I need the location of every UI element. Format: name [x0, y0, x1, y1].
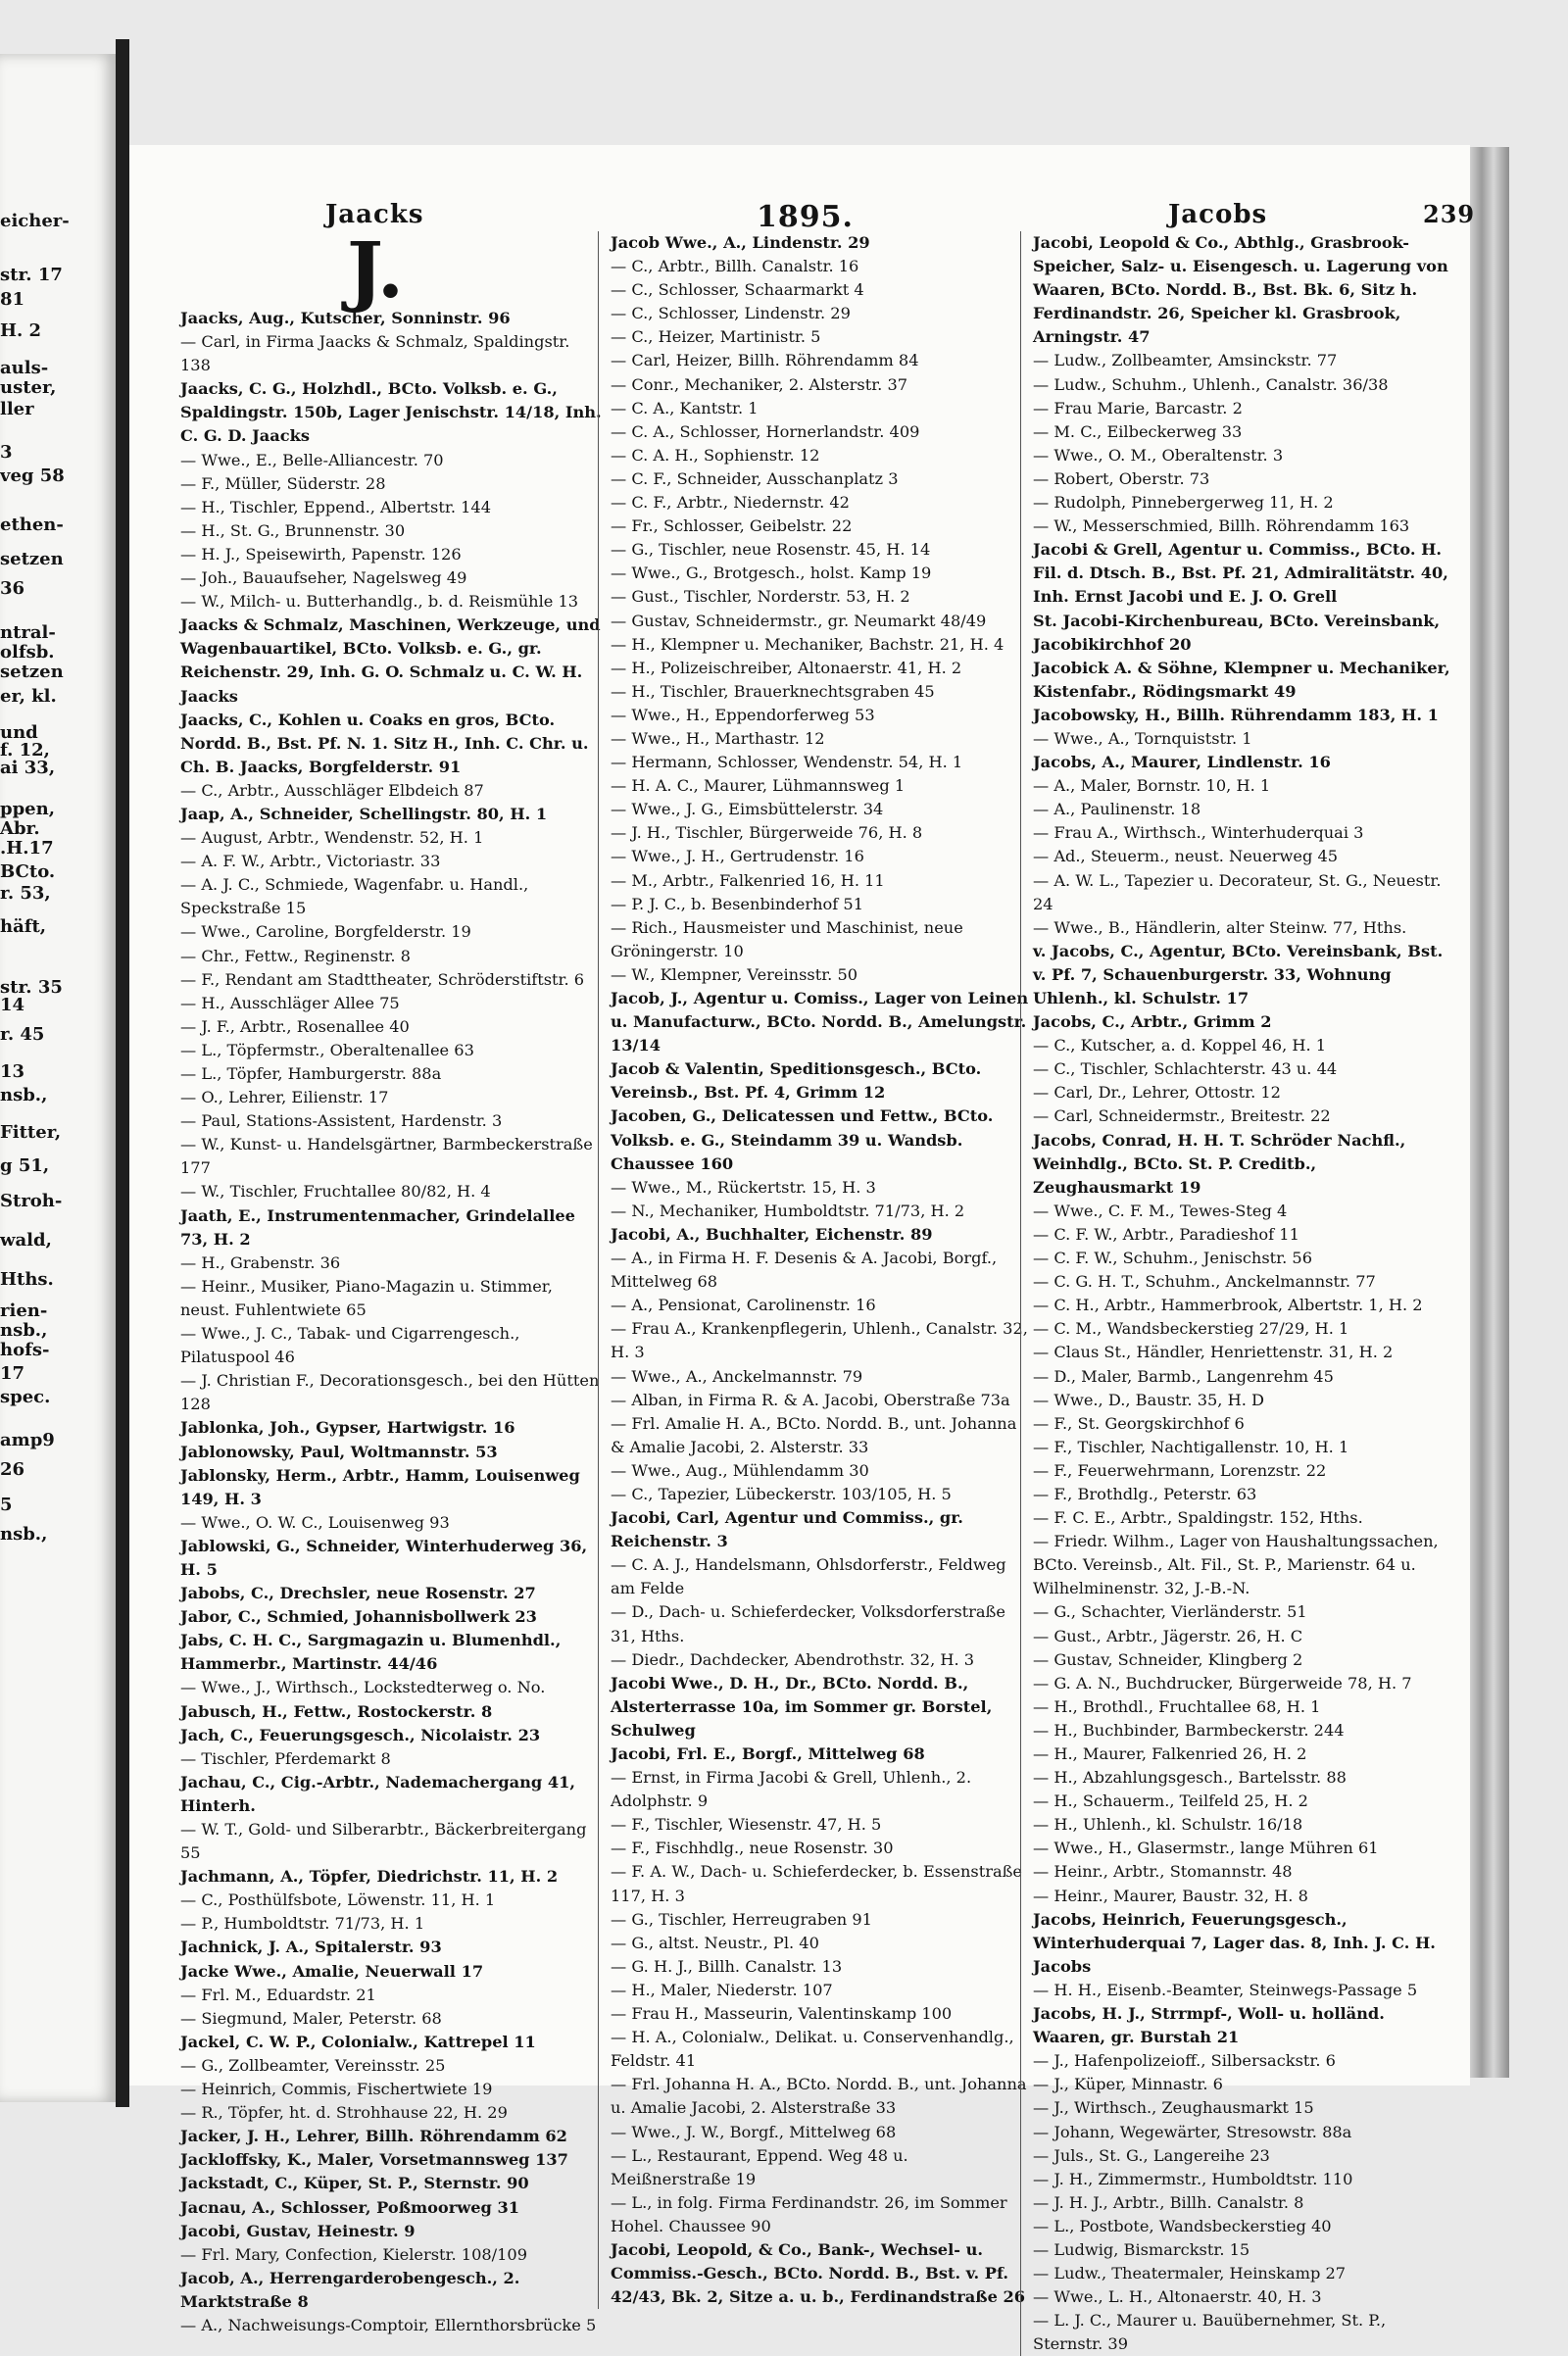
prev-page-fragment: ppen, — [0, 799, 55, 819]
prev-page-fragment: 26 — [0, 1459, 25, 1480]
directory-entry: — Wwe., J., Wirthsch., Lockstedterweg o. No. — [180, 1678, 546, 1697]
directory-entry: — C. A. H., Sophienstr. 12 — [611, 445, 820, 465]
prev-page-fragment: nsb., — [0, 1085, 48, 1105]
directory-entry: Jaacks, C. G., Holzhdl., BCto. Volksb. e. G., Spaldingstr. 150b, Lager Jenischstr. 14/18, Inh. C. G. D. Jaacks — [180, 379, 608, 446]
directory-entry: — A., Pensionat, Carolinenstr. 16 — [611, 1296, 876, 1315]
directory-entry: Jaacks, Aug., Kutscher, Sonninstr. 96 — [180, 309, 511, 327]
directory-entry: — D., Dach- u. Schieferdecker, Volksdorferstraße 31, Hths. — [611, 1602, 1011, 1645]
directory-entry: — Carl, in Firma Jaacks & Schmalz, Spaldingstr. 138 — [180, 332, 575, 375]
directory-entry: Jacob & Valentin, Speditionsgesch., BCto. Vereinsb., Bst. Pf. 4, Grimm 12 — [611, 1059, 987, 1103]
directory-entry: — J. H., Zimmermstr., Humboldtstr. 110 — [1033, 2169, 1353, 2188]
directory-entry: — F., Feuerwehrmann, Lorenzstr. 22 — [1033, 1460, 1327, 1480]
directory-entry: Jacobs, Heinrich, Feuerungsgesch., Winterhuderquai 7, Lager das. 8, Inh. J. C. H. Jacobs — [1033, 1909, 1442, 1976]
prev-page-fragment: Stroh- — [0, 1191, 63, 1211]
directory-entry: — Joh., Bauaufseher, Nagelsweg 49 — [180, 568, 467, 588]
directory-entry: — Wwe., Aug., Mühlendamm 30 — [611, 1460, 869, 1480]
directory-entry: — D., Maler, Barmb., Langenrehm 45 — [1033, 1366, 1334, 1386]
directory-entry: — Frau H., Masseurin, Valentinskamp 100 — [611, 2004, 953, 2024]
directory-entry: Jablonka, Joh., Gypser, Hartwigstr. 16 — [180, 1418, 515, 1438]
directory-entry: — Carl, Schneidermstr., Breitestr. 22 — [1033, 1106, 1331, 1126]
directory-entry: — C. M., Wandsbeckerstieg 27/29, H. 1 — [1033, 1319, 1349, 1339]
prev-page-fragment: spec. — [0, 1387, 51, 1407]
directory-entry: — Frl. Amalie H. A., BCto. Nordd. B., unt. Johanna & Amalie Jacobi, 2. Alsterstr. 33 — [611, 1413, 1022, 1456]
directory-entry: — Johann, Wegewärter, Stresowstr. 88a — [1033, 2122, 1352, 2141]
directory-entry: — H., Ausschläger Allee 75 — [180, 993, 400, 1012]
prev-page-fragment: olfsb. — [0, 642, 55, 663]
directory-entry: — Wwe., E., Belle-Alliancestr. 70 — [180, 450, 444, 469]
directory-entry: — R., Töpfer, ht. d. Strohhause 22, H. 29 — [180, 2103, 508, 2123]
directory-entry: Jacobi, Leopold, & Co., Bank-, Wechsel- u. Commiss.-Gesch., BCto. Nordd. B., Bst. v. Pf. 42/43, Bk. 2, Sitze a. u. b., Ferdinandstraße 26 — [611, 2239, 1026, 2307]
directory-entry: Jacnau, A., Schlosser, Poßmoorweg 31 — [180, 2197, 519, 2217]
directory-entry: — C., Arbtr., Billh. Canalstr. 16 — [611, 257, 859, 276]
directory-entry: Jacobs, Conrad, H. H. T. Schröder Nachfl., Weinhdlg., BCto. St. P. Creditb., Zeughausmarkt 19 — [1033, 1130, 1411, 1197]
directory-entry: — H., Tischler, Brauerknechtsgraben 45 — [611, 681, 935, 701]
prev-page-fragment: Abr. — [0, 818, 40, 839]
prev-page-fragment: str. 35 — [0, 977, 63, 998]
directory-entry: Jabobs, C., Drechsler, neue Rosenstr. 27 — [180, 1584, 536, 1603]
directory-entry: — Ad., Steuerm., neust. Neuerweg 45 — [1033, 847, 1339, 866]
prev-page-fragment: hofs- — [0, 1340, 50, 1360]
directory-entry: — C., Kutscher, a. d. Koppel 46, H. 1 — [1033, 1036, 1327, 1055]
page-edge — [1470, 147, 1509, 2078]
directory-entry: — Hermann, Schlosser, Wendenstr. 54, H. 1 — [611, 753, 963, 772]
directory-page — [129, 145, 1476, 2354]
directory-entry: — H. A. C., Maurer, Lühmannsweg 1 — [611, 776, 906, 796]
directory-entry: — Gust., Tischler, Norderstr. 53, H. 2 — [611, 587, 910, 607]
directory-entry: — C. F. W., Arbtr., Paradieshof 11 — [1033, 1224, 1299, 1244]
directory-entry: — H. H., Eisenb.-Beamter, Steinwegs-Passage 5 — [1033, 1980, 1418, 1999]
directory-entry: — C. A., Kantstr. 1 — [611, 398, 759, 417]
directory-entry: — Wwe., J. C., Tabak- und Cigarrengesch., Pilatuspool 46 — [180, 1324, 525, 1367]
directory-entry: — H., Schauerm., Teilfeld 25, H. 2 — [1033, 1792, 1308, 1811]
directory-entry: — Wwe., Caroline, Borgfelderstr. 19 — [180, 922, 471, 942]
directory-entry: — F., Müller, Süderstr. 28 — [180, 473, 386, 493]
directory-entry: — L. J. C., Maurer u. Bauübernehmer, St. P., Sternstr. 39 — [1033, 2311, 1392, 2354]
directory-entry: Jacobi, Frl. E., Borgf., Mittelweg 68 — [611, 1744, 925, 1763]
directory-entry: — F., St. Georgskirchhof 6 — [1033, 1413, 1245, 1433]
directory-entry: — Ernst, in Firma Jacobi & Grell, Uhlenh., 2. Adolphstr. 9 — [611, 1768, 977, 1811]
prev-page-fragment: amp9 — [0, 1430, 55, 1450]
directory-entry: — Wwe., D., Baustr. 35, H. D — [1033, 1390, 1264, 1409]
running-head-year: 1895. — [757, 200, 854, 234]
running-head-right: Jacobs — [1168, 200, 1268, 229]
prev-page-fragment: BCto. — [0, 861, 56, 882]
directory-entry: Jaacks, C., Kohlen u. Coaks en gros, BCto. Nordd. B., Bst. Pf. N. 1. Sitz H., Inh. C. Chr. u. Ch. B. Jaacks, Borgfelderstr. 91 — [180, 710, 595, 776]
directory-entry: Jachmann, A., Töpfer, Diedrichstr. 11, H. 2 — [180, 1867, 559, 1887]
directory-entry: — A., Nachweisungs-Comptoir, Ellernthorsbrücke 5 — [180, 2315, 597, 2334]
directory-entry: Jacob Wwe., A., Lindenstr. 29 — [611, 233, 870, 252]
directory-entry: — G., Tischler, neue Rosenstr. 45, H. 14 — [611, 540, 931, 560]
prev-page-fragment: 13 — [0, 1061, 25, 1082]
section-letter: J. — [347, 226, 405, 316]
prev-page-fragment: rien- — [0, 1301, 48, 1321]
directory-entry: — C., Schlosser, Lindenstr. 29 — [611, 304, 851, 323]
directory-entry: — L., Restaurant, Eppend. Weg 48 u. Meißnerstraße 19 — [611, 2145, 913, 2188]
directory-entry: — Wwe., G., Brotgesch., holst. Kamp 19 — [611, 564, 932, 583]
directory-entry: — L., in folg. Firma Ferdinandstr. 26, im Sommer Hohel. Chaussee 90 — [611, 2192, 1012, 2235]
directory-entry: Jacobowsky, H., Billh. Rührendamm 183, H. 1 — [1033, 705, 1439, 724]
directory-entry: — Wwe., A., Anckelmannstr. 79 — [611, 1366, 863, 1386]
directory-entry: — Heinr., Musiker, Piano-Magazin u. Stimmer, neust. Fuhlentwiete 65 — [180, 1276, 559, 1319]
prev-page-fragment: g 51, — [0, 1155, 50, 1176]
directory-entry: Jacobi & Grell, Agentur u. Commiss., BCto. H. Fil. d. Dtsch. B., Bst. Pf. 21, Admiralitätstr. 40, Inh. Ernst Jacobi und E. J. O. Grell — [1033, 540, 1454, 607]
directory-entry: — Wwe., O. W. C., Louisenweg 93 — [180, 1512, 450, 1532]
directory-entry: — J. H., Tischler, Bürgerweide 76, H. 8 — [611, 823, 923, 843]
directory-entry: — F., Tischler, Nachtigallenstr. 10, H. 1 — [1033, 1437, 1349, 1456]
prev-page-fragment: eicher- — [0, 211, 70, 231]
directory-entry: — G., Zollbeamter, Vereinsstr. 25 — [180, 2055, 446, 2075]
directory-entry: — J. H. J., Arbtr., Billh. Canalstr. 8 — [1033, 2192, 1304, 2212]
directory-entry: Jacobs, A., Maurer, Lindlenstr. 16 — [1033, 753, 1331, 772]
directory-entry: — Wwe., J. W., Borgf., Mittelweg 68 — [611, 2122, 897, 2141]
prev-page-fragment: 5 — [0, 1495, 13, 1515]
directory-entry: — J., Hafenpolizeioff., Silbersackstr. 6 — [1033, 2051, 1336, 2071]
directory-entry: — G., Schachter, Vierländerstr. 51 — [1033, 1602, 1307, 1622]
directory-entry: — Ludw., Zollbeamter, Amsinckstr. 77 — [1033, 351, 1338, 370]
directory-entry: — C., Heizer, Martinistr. 5 — [611, 327, 821, 347]
directory-entry: — A. J. C., Schmiede, Wagenfabr. u. Handl., Speckstraße 15 — [180, 875, 534, 918]
directory-entry: Jablonowsky, Paul, Woltmannstr. 53 — [180, 1442, 498, 1461]
directory-entry: — F. C. E., Arbtr., Spaldingstr. 152, Hths. — [1033, 1508, 1363, 1528]
directory-entry: — Tischler, Pferdemarkt 8 — [180, 1748, 391, 1768]
prev-page-fragment: 36 — [0, 578, 25, 599]
directory-entry: — Friedr. Wilhm., Lager von Haushaltungssachen, BCto. Vereinsb., Alt. Fil., St. P., Marienstr. 64 u. Wilhelminenstr. 32, J.-B.-N. — [1033, 1532, 1444, 1598]
directory-entry: — Wwe., H., Glasermstr., lange Mühren 61 — [1033, 1839, 1379, 1858]
directory-entry: — Wwe., H., Eppendorferweg 53 — [611, 705, 875, 724]
directory-entry: — J. F., Arbtr., Rosenallee 40 — [180, 1016, 410, 1036]
directory-entry: — W., Klempner, Vereinsstr. 50 — [611, 964, 858, 984]
directory-entry: — H., Polizeischreiber, Altonaerstr. 41, H. 2 — [611, 658, 962, 677]
running-head-left: Jaacks — [325, 200, 424, 229]
directory-entry: — W., Messerschmied, Billh. Röhrendamm 163 — [1033, 516, 1410, 536]
directory-entry: Jacoben, G., Delicatessen und Fettw., BCto. Volksb. e. G., Steindamm 39 u. Wandsb. Chaussee 160 — [611, 1106, 999, 1173]
directory-entry: — C., Posthülfsbote, Löwenstr. 11, H. 1 — [180, 1890, 496, 1910]
directory-entry: Jacker, J. H., Lehrer, Billh. Röhrendamm 62 — [180, 2127, 567, 2146]
prev-page-fragment: 81 — [0, 289, 25, 310]
prev-page-fragment: f. 12, — [0, 740, 50, 761]
directory-entry: — C. G. H. T., Schuhm., Anckelmannstr. 77 — [1033, 1272, 1376, 1292]
directory-entry: — Wwe., H., Marthastr. 12 — [611, 728, 825, 748]
directory-entry: — W. T., Gold- und Silberarbtr., Bäckerbreitergang 55 — [180, 1820, 592, 1863]
prev-page-fragment: und — [0, 722, 38, 743]
directory-entry: — L., Töpfermstr., Oberaltenallee 63 — [180, 1040, 474, 1059]
directory-entry: — M. C., Eilbeckerweg 33 — [1033, 421, 1243, 441]
prev-page-fragment: ethen- — [0, 515, 64, 535]
directory-entry: — Claus St., Händler, Henriettenstr. 31, H. 2 — [1033, 1343, 1394, 1362]
directory-entry: — Gustav, Schneider, Klingberg 2 — [1033, 1649, 1303, 1669]
directory-entry: — H., Grabenstr. 36 — [180, 1252, 341, 1272]
previous-page-edge — [0, 54, 119, 2102]
directory-entry: — H., Maurer, Falkenried 26, H. 2 — [1033, 1744, 1307, 1763]
directory-entry: — Chr., Fettw., Reginenstr. 8 — [180, 946, 411, 965]
directory-entry: Jacobi, A., Buchhalter, Eichenstr. 89 — [611, 1224, 933, 1244]
directory-entry: — Wwe., J. G., Eimsbüttelerstr. 34 — [611, 800, 884, 819]
directory-entry: — Paul, Stations-Assistent, Hardenstr. 3 — [180, 1111, 503, 1131]
directory-entry: — C., Arbtr., Ausschläger Elbdeich 87 — [180, 780, 484, 800]
directory-entry: — A. F. W., Arbtr., Victoriastr. 33 — [180, 852, 441, 871]
directory-entry: — A., Paulinenstr. 18 — [1033, 800, 1201, 819]
directory-entry: Jaap, A., Schneider, Schellingstr. 80, H. 1 — [180, 804, 548, 823]
column-2 — [598, 231, 1032, 2309]
prev-page-fragment: veg 58 — [0, 466, 65, 486]
directory-entry: — Frl. Mary, Confection, Kielerstr. 108/109 — [180, 2244, 528, 2264]
directory-entry: Jacob, A., Herrengarderobengesch., 2. Marktstraße 8 — [180, 2268, 526, 2311]
directory-entry: — Wwe., C. F. M., Tewes-Steg 4 — [1033, 1201, 1288, 1220]
directory-entry: — Gustav, Schneidermstr., gr. Neumarkt 48/49 — [611, 611, 987, 630]
directory-entry: — Frau A., Krankenpflegerin, Uhlenh., Canalstr. 32, H. 3 — [611, 1319, 1034, 1362]
directory-entry: — F., Fischhdlg., neue Rosenstr. 30 — [611, 1839, 894, 1858]
directory-entry: Jachau, C., Cig.-Arbtr., Nademachergang 41, Hinterh. — [180, 1772, 581, 1815]
directory-entry: — H., Buchbinder, Barmbeckerstr. 244 — [1033, 1720, 1345, 1740]
directory-entry: — Alban, in Firma R. & A. Jacobi, Oberstraße 73a — [611, 1390, 1010, 1409]
directory-entry: Jachnick, J. A., Spitalerstr. 93 — [180, 1938, 442, 1957]
directory-entry: — H., St. G., Brunnenstr. 30 — [180, 520, 406, 540]
directory-entry: — A., in Firma H. F. Desenis & A. Jacobi, Borgf., Mittelweg 68 — [611, 1249, 1003, 1292]
directory-entry: — L., Töpfer, Hamburgerstr. 88a — [180, 1064, 442, 1083]
directory-entry: Jablonsky, Herm., Arbtr., Hamm, Louisenweg 149, H. 3 — [180, 1465, 586, 1508]
directory-entry: — J. Christian F., Decorationsgesch., bei den Hütten 128 — [180, 1371, 605, 1414]
directory-entry: — F., Brothdlg., Peterstr. 63 — [1033, 1484, 1257, 1503]
directory-entry: — C. F., Arbtr., Niedernstr. 42 — [611, 493, 850, 513]
directory-entry: — H. A., Colonialw., Delikat. u. Conservenhandlg., Feldstr. 41 — [611, 2028, 1019, 2071]
column-3-entries — [1033, 231, 1454, 2356]
directory-entry: Jacobi, Leopold & Co., Abthlg., Grasbrook-Speicher, Salz- u. Eisengesch. u. Lagerung von Waaren, BCto. Nordd. B., Bst. Bk. 6, Sitz h. Ferdinandstr. 26, Speicher kl. Grasbrook, Arningstr. 47 — [1033, 233, 1454, 347]
directory-entry: — W., Tischler, Fruchtallee 80/82, H. 4 — [180, 1182, 491, 1202]
directory-entry: — Wwe., J. H., Gertrudenstr. 16 — [611, 847, 864, 866]
column-1-entries — [180, 307, 608, 2337]
prev-page-fragment: ai 33, — [0, 758, 56, 778]
directory-entry: — C. F. W., Schuhm., Jenischstr. 56 — [1033, 1249, 1313, 1268]
directory-entry: — G. H. J., Billh. Canalstr. 13 — [611, 1956, 843, 1976]
directory-entry: — Conr., Mechaniker, 2. Alsterstr. 37 — [611, 374, 908, 394]
directory-entry: Jackel, C. W. P., Colonialw., Kattrepel 11 — [180, 2032, 536, 2051]
prev-page-fragment: str. 17 — [0, 265, 63, 285]
prev-page-fragment: setzen — [0, 549, 64, 569]
directory-entry: Jacobi, Gustav, Heinestr. 9 — [180, 2221, 416, 2240]
prev-page-fragment: 3 — [0, 442, 13, 463]
directory-entry: — A. W. L., Tapezier u. Decorateur, St. G., Neuestr. 24 — [1033, 870, 1446, 913]
column-2-entries — [611, 231, 1032, 2309]
directory-entry: — Wwe., O. M., Oberaltenstr. 3 — [1033, 445, 1284, 465]
directory-entry: Jaath, E., Instrumentenmacher, Grindelallee 73, H. 2 — [180, 1205, 581, 1249]
directory-entry: — C. A., Schlosser, Hornerlandstr. 409 — [611, 421, 920, 441]
directory-entry: — P., Humboldtstr. 71/73, H. 1 — [180, 1914, 425, 1934]
directory-entry: — H. J., Speisewirth, Papenstr. 126 — [180, 544, 462, 564]
directory-entry: — Frl. M., Eduardstr. 21 — [180, 1985, 376, 2004]
directory-entry: — C. F., Schneider, Ausschanplatz 3 — [611, 468, 899, 488]
directory-entry: — Wwe., M., Rückertstr. 15, H. 3 — [611, 1177, 876, 1197]
directory-entry: — Ludw., Schuhm., Uhlenh., Canalstr. 36/38 — [1033, 374, 1389, 394]
prev-page-fragment: setzen — [0, 662, 64, 682]
directory-entry: — Fr., Schlosser, Geibelstr. 22 — [611, 516, 853, 536]
directory-entry: — Frl. Johanna H. A., BCto. Nordd. B., unt. Johanna u. Amalie Jacobi, 2. Alsterstraße 33 — [611, 2075, 1032, 2118]
directory-entry: St. Jacobi-Kirchenbureau, BCto. Vereinsbank, Jacobikirchhof 20 — [1033, 611, 1446, 654]
prev-page-fragment: Hths. — [0, 1269, 54, 1290]
prev-page-fragment: r. 45 — [0, 1024, 45, 1045]
directory-entry: — F., Rendant am Stadttheater, Schröderstiftstr. 6 — [180, 969, 585, 989]
column-3 — [1020, 231, 1454, 2356]
prev-page-fragment: nsb., — [0, 1320, 48, 1341]
directory-entry: — J., Küper, Minnastr. 6 — [1033, 2075, 1223, 2094]
directory-entry: — G. A. N., Buchdrucker, Bürgerweide 78, H. 7 — [1033, 1673, 1412, 1693]
prev-page-fragment: auls- — [0, 358, 49, 378]
directory-entry: Jackloffsky, K., Maler, Vorsetmannsweg 137 — [180, 2150, 568, 2170]
prev-page-fragment: ntral- — [0, 622, 56, 643]
directory-entry: Jacke Wwe., Amalie, Neuerwall 17 — [180, 1961, 484, 1981]
directory-entry: — G., Tischler, Herreugraben 91 — [611, 1909, 872, 1929]
directory-entry: — Ludw., Theatermaler, Heinskamp 27 — [1033, 2264, 1347, 2283]
prev-page-fragment: er, kl. — [0, 686, 57, 707]
directory-entry: — L., Postbote, Wandsbeckerstieg 40 — [1033, 2216, 1332, 2235]
book-gutter — [116, 39, 129, 2107]
directory-entry: — W., Milch- u. Butterhandlg., b. d. Reismühle 13 — [180, 592, 579, 612]
directory-entry: — H., Tischler, Eppend., Albertstr. 144 — [180, 497, 492, 516]
directory-entry: — N., Mechaniker, Humboldtstr. 71/73, H. 2 — [611, 1201, 965, 1220]
directory-entry: — August, Arbtr., Wendenstr. 52, H. 1 — [180, 828, 484, 848]
directory-entry: — Frau A., Wirthsch., Winterhuderquai 3 — [1033, 823, 1364, 843]
directory-entry: — H., Klempner u. Mechaniker, Bachstr. 21, H. 4 — [611, 634, 1004, 654]
directory-entry: — Robert, Oberstr. 73 — [1033, 468, 1210, 488]
directory-entry: Jackstadt, C., Küper, St. P., Sternstr. 90 — [180, 2174, 529, 2193]
directory-entry: — Carl, Heizer, Billh. Röhrendamm 84 — [611, 351, 919, 370]
directory-entry: — Diedr., Dachdecker, Abendrothstr. 32, H. 3 — [611, 1649, 975, 1669]
directory-entry: — O., Lehrer, Eilienstr. 17 — [180, 1088, 389, 1107]
directory-entry: — H., Abzahlungsgesch., Bartelsstr. 88 — [1033, 1768, 1347, 1788]
directory-entry: — H., Brothdl., Fruchtallee 68, H. 1 — [1033, 1696, 1321, 1716]
directory-entry: Jacobs, C., Arbtr., Grimm 2 — [1033, 1012, 1272, 1032]
directory-entry: — Heinr., Arbtr., Stomannstr. 48 — [1033, 1862, 1293, 1882]
directory-entry: Jabor, C., Schmied, Johannisbollwerk 23 — [180, 1607, 537, 1627]
directory-entry: — C. A. J., Handelsmann, Ohlsdorferstr., Feldweg am Felde — [611, 1555, 1011, 1598]
directory-entry: — W., Kunst- u. Handelsgärtner, Barmbeckerstraße 177 — [180, 1135, 598, 1178]
page-number: 239 — [1423, 200, 1476, 228]
directory-entry: Jach, C., Feuerungsgesch., Nicolaistr. 23 — [180, 1725, 541, 1744]
directory-entry: — Wwe., L. H., Altonaerstr. 40, H. 3 — [1033, 2287, 1322, 2307]
prev-page-fragment: häft, — [0, 916, 47, 937]
prev-page-fragment: wald, — [0, 1230, 52, 1251]
prev-page-fragment: 17 — [0, 1363, 25, 1384]
directory-entry: — Heinr., Maurer, Baustr. 32, H. 8 — [1033, 1886, 1308, 1905]
directory-entry: — Wwe., B., Händlerin, alter Steinw. 77, Hths. — [1033, 917, 1407, 937]
prev-page-fragment: uster, — [0, 377, 57, 398]
directory-entry: Jacob, J., Agentur u. Comiss., Lager von Leinen u. Manufacturw., BCto. Nordd. B., Amelungstr. 13/14 — [611, 989, 1034, 1055]
directory-entry: Jabusch, H., Fettw., Rostockerstr. 8 — [180, 1701, 493, 1721]
directory-entry: v. Jacobs, C., Agentur, BCto. Vereinsbank, Bst. v. Pf. 7, Schauenburgerstr. 33, Wohnung Uhlenh., kl. Schulstr. 17 — [1033, 941, 1448, 1007]
directory-entry: — G., altst. Neustr., Pl. 40 — [611, 1933, 819, 1952]
directory-entry: — Juls., St. G., Langereihe 23 — [1033, 2145, 1270, 2165]
directory-entry: Jaacks & Schmalz, Maschinen, Werkzeuge, und Wagenbauartikel, BCto. Volksb. e. G., gr. Reichenstr. 29, Inh. G. O. Schmalz u. C. W. H. Jaacks — [180, 615, 607, 706]
directory-entry: — Gust., Arbtr., Jägerstr. 26, H. C — [1033, 1626, 1303, 1645]
directory-entry: Jabs, C. H. C., Sargmagazin u. Blumenhdl., Hammerbr., Martinstr. 44/46 — [180, 1631, 566, 1674]
directory-entry: Jacobs, H. J., Strrmpf-, Woll- u. holländ. Waaren, gr. Burstah 21 — [1033, 2004, 1391, 2047]
directory-entry: Jacobi, Carl, Agentur und Commiss., gr. Reichenstr. 3 — [611, 1508, 969, 1551]
directory-entry: — H., Maler, Niederstr. 107 — [611, 1980, 833, 1999]
directory-entry: — F., Tischler, Wiesenstr. 47, H. 5 — [611, 1815, 882, 1835]
directory-entry: — Carl, Dr., Lehrer, Ottostr. 12 — [1033, 1083, 1281, 1103]
prev-page-fragment: .H.17 — [0, 838, 54, 859]
directory-entry: Jablowski, G., Schneider, Winterhuderweg 36, H. 5 — [180, 1536, 593, 1579]
directory-entry: — M., Arbtr., Falkenried 16, H. 11 — [611, 870, 885, 890]
directory-entry: — P. J. C., b. Besenbinderhof 51 — [611, 894, 863, 913]
prev-page-fragment: ller — [0, 399, 34, 419]
directory-entry: — Rich., Hausmeister und Maschinist, neue Gröningerstr. 10 — [611, 917, 968, 960]
prev-page-fragment: nsb., — [0, 1524, 48, 1545]
prev-page-fragment: Fitter, — [0, 1122, 62, 1143]
directory-entry: — C. H., Arbtr., Hammerbrook, Albertstr. 1, H. 2 — [1033, 1296, 1423, 1315]
directory-entry: — Frau Marie, Barcastr. 2 — [1033, 398, 1243, 417]
directory-entry: Jacobi Wwe., D. H., Dr., BCto. Nordd. B., Alsterterrasse 10a, im Sommer gr. Borstel, Schulweg — [611, 1673, 998, 1740]
directory-entry: — H., Uhlenh., kl. Schulstr. 16/18 — [1033, 1815, 1303, 1835]
prev-page-fragment: r. 53, — [0, 883, 51, 904]
directory-entry: — C., Tischler, Schlachterstr. 43 u. 44 — [1033, 1059, 1338, 1079]
directory-entry: — Heinrich, Commis, Fischertwiete 19 — [180, 2080, 493, 2099]
prev-page-fragment: 14 — [0, 995, 25, 1015]
directory-entry: — F. A. W., Dach- u. Schieferdecker, b. Essenstraße 117, H. 3 — [611, 1862, 1028, 1905]
directory-entry: — Siegmund, Maler, Peterstr. 68 — [180, 2008, 442, 2028]
directory-entry: — Wwe., A., Tornquiststr. 1 — [1033, 728, 1252, 748]
directory-entry: Jacobick A. & Söhne, Klempner u. Mechaniker, Kistenfabr., Rödingsmarkt 49 — [1033, 658, 1456, 701]
directory-entry: — Ludwig, Bismarckstr. 15 — [1033, 2239, 1250, 2259]
directory-entry: — C., Tapezier, Lübeckerstr. 103/105, H. 5 — [611, 1484, 952, 1503]
directory-entry: — C., Schlosser, Schaarmarkt 4 — [611, 280, 864, 300]
directory-entry: — Rudolph, Pinnebergerweg 11, H. 2 — [1033, 493, 1334, 513]
directory-entry: — A., Maler, Bornstr. 10, H. 1 — [1033, 776, 1271, 796]
prev-page-fragment: H. 2 — [0, 320, 42, 341]
directory-entry: — J., Wirthsch., Zeughausmarkt 15 — [1033, 2098, 1314, 2118]
